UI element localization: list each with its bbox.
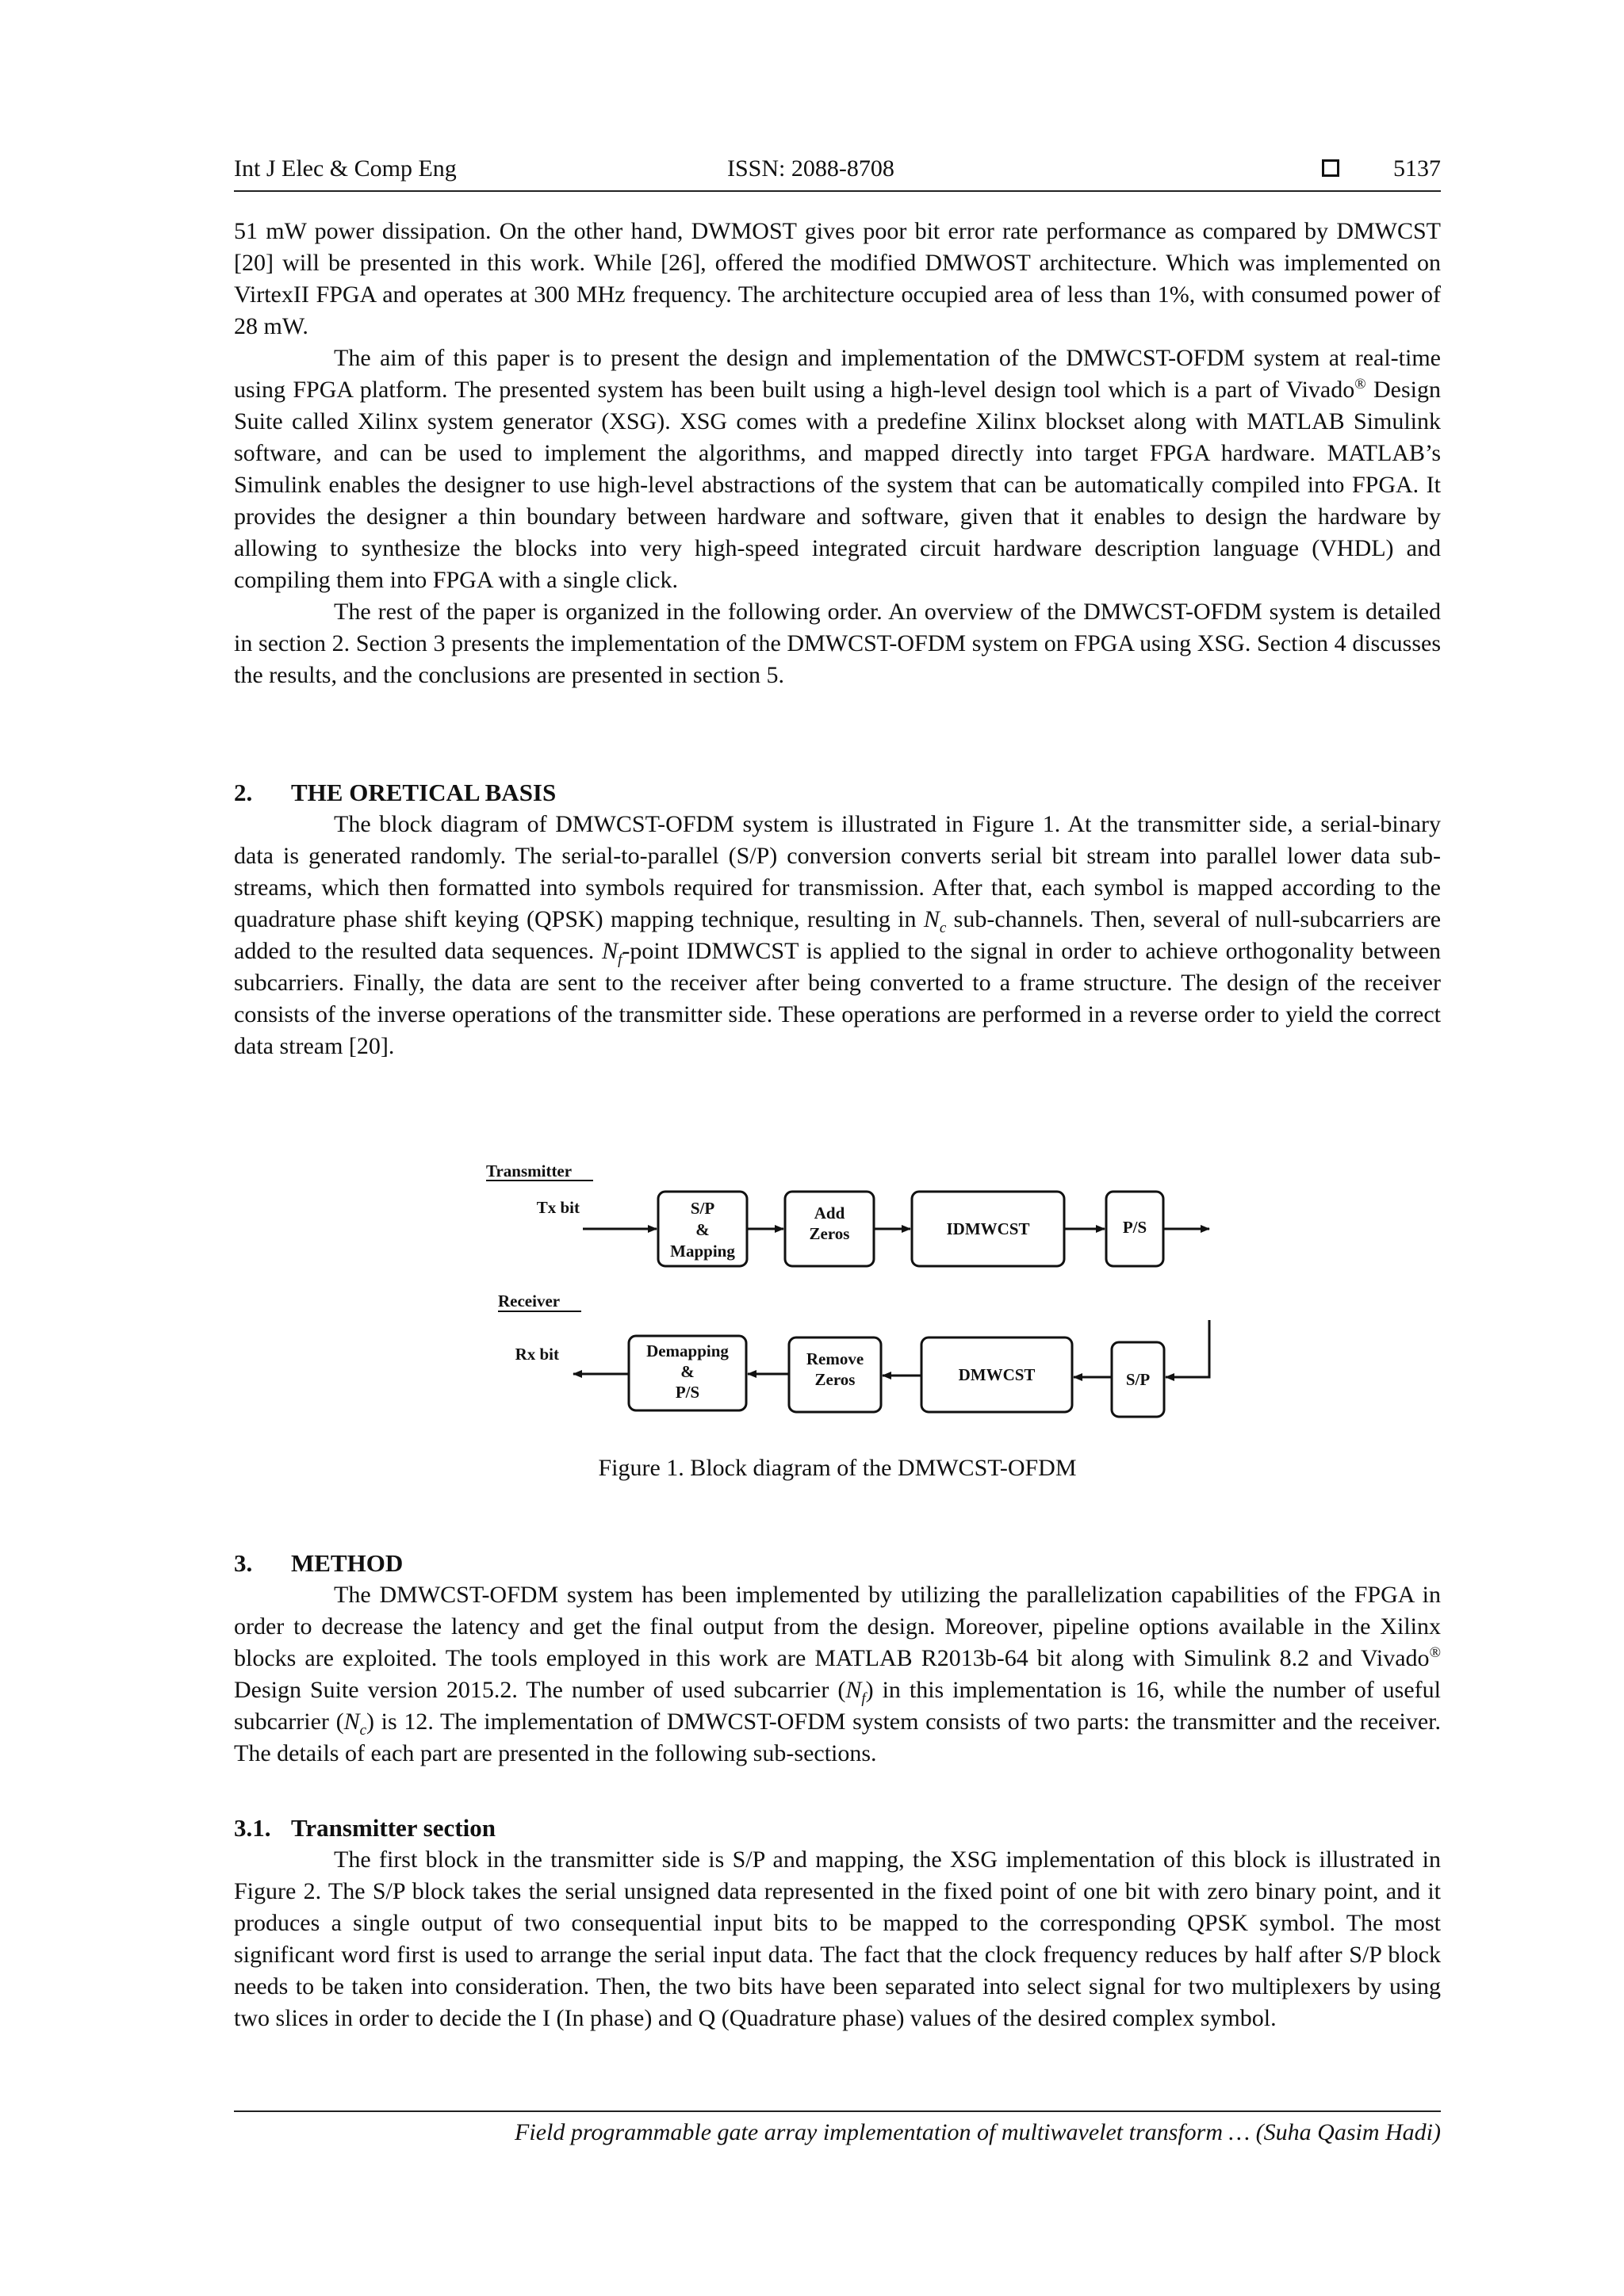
figure-1-caption: Figure 1. Block diagram of the DMWCST-OFDM xyxy=(598,1455,1077,1481)
rx-block-1-line-3: P/S xyxy=(675,1383,700,1402)
figure-1-block-diagram xyxy=(234,1154,1441,1447)
section-3-1-heading xyxy=(234,1812,496,1844)
nf-symbol: N xyxy=(845,1677,862,1703)
registered-mark: ® xyxy=(1429,1644,1441,1661)
section-3-heading xyxy=(234,1548,403,1579)
nc-subscript: c xyxy=(939,920,947,936)
s3-part-d: ) is 12. The implementation of DMWCST-OFDM system consists of two parts: the transmitter and the receiver. The details of each part are presented in the following sub-sections. xyxy=(234,1709,1441,1766)
transmitter-label: Transmitter xyxy=(486,1161,573,1181)
page-number: 5137 xyxy=(1393,155,1441,182)
nf-subscript: f xyxy=(861,1690,866,1707)
s3-part-a: The DMWCST-OFDM system has been implemented by utilizing the parallelization capabilities of the FPGA in order to decrease the latency and get the final output from the design. Moreover, pipeline options available in the Xilinx blocks are exploited. The tools employed in this work are MATLAB R2013b-64 bit along with Simulink 8.2 and Vivado xyxy=(234,1582,1441,1671)
section-3-1-text xyxy=(234,1844,1441,2034)
rx-block-1-line-2: & xyxy=(680,1362,695,1381)
subsection-number: 3.1. xyxy=(234,1814,271,1842)
rx-block-3-line-1: DMWCST xyxy=(958,1365,1036,1384)
nc-subscript: c xyxy=(359,1722,367,1739)
tx-block-1-line-2: & xyxy=(695,1220,710,1239)
section-title: METHOD xyxy=(291,1549,404,1577)
tx-block-1-line-3: Mapping xyxy=(670,1242,735,1261)
tx-bit-label: Tx bit xyxy=(536,1198,580,1217)
section-2-text xyxy=(234,809,1441,1062)
nc-symbol: N xyxy=(923,906,940,932)
section-2-paragraph xyxy=(234,809,1441,1062)
s3-part-c: ) in this implementation is 16, while the number of useful subcarrier ( xyxy=(234,1677,1441,1735)
intro-p2-part-b: Design Suite called Xilinx system generator (XSG). XSG comes with a predefine Xilinx blockset along with MATLAB Simulink software, and can be used to implement the algorithms, and mapped directly into target FPGA hardware. MATLAB’s Simulink enables the designer to use high-level abstractions of the system that can be automatically compiled into FPGA. It provides the designer a thin boundary between hardware and software, given that it enables to design the hardware by allowing to synthesize the blocks into very high-speed integrated circuit hardware description language (VHDL) and compiling them into FPGA with a single click. xyxy=(234,377,1441,593)
intro-text xyxy=(234,216,1441,691)
intro-paragraph-2 xyxy=(234,342,1441,596)
registered-mark: ® xyxy=(1354,376,1366,392)
rx-bit-label: Rx bit xyxy=(515,1345,559,1364)
journal-name: Int J Elec & Comp Eng xyxy=(234,155,457,182)
section-3-paragraph xyxy=(234,1579,1441,1770)
intro-paragraph-3: The rest of the paper is organized in the following order. An overview of the DMWCST-OFDM system is detailed in section 2. Section 3 presents the implementation of the DMWCST-OFDM system on FPGA using XSG. Section 4 discusses the results, and the conclusions are presented in section 5. xyxy=(234,599,1441,688)
section-3-1-paragraph: The first block in the transmitter side is S/P and mapping, the XSG implementation of this block is illustrated in Figure 2. The S/P block takes the serial unsigned data represented in the fixed point of one bit with zero binary point, and it produces a single output of two consequential input bits to be mapped to the corresponding QPSK symbol. The most significant word first is used to arrange the serial input data. The fact that the clock frequency reduces by half after S/P block needs to be taken into consideration. Then, the two bits have been separated into select signal for two multiplexers by using two slices in order to decide the I (In phase) and Q (Quadrature phase) values of the desired complex symbol. xyxy=(234,1846,1441,2031)
paper-page xyxy=(234,0,1441,2296)
tx-block-1-line-1: S/P xyxy=(690,1199,715,1218)
subsection-title: Transmitter section xyxy=(291,1814,496,1842)
s2-part-c: -point IDMWCST is applied to the signal in order to achieve orthogonality between subcarriers. Finally, the data are sent to the receiver after being converted to a frame structure. The design of the receiver consists of the inverse operations of the transmitter side. These operations are performed in a reverse order to yield the correct data stream [20]. xyxy=(234,938,1441,1059)
s2-part-a: The block diagram of DMWCST-OFDM system is illustrated in Figure 1. At the transmitter side, a serial-binary data is generated randomly. The serial-to-parallel (S/P) conversion converts serial bit stream into parallel lower data sub-streams, which then formatted into symbols required for transmission. After that, each symbol is mapped according to the quadrature phase shift keying (QPSK) mapping technique, resulting in xyxy=(234,811,1441,932)
footer-rule xyxy=(234,2110,1441,2112)
rx-block-1-line-1: Demapping xyxy=(646,1341,729,1360)
issn: ISSN: 2088-8708 xyxy=(727,155,894,182)
tx-block-4-line-1: P/S xyxy=(1122,1218,1147,1237)
running-header xyxy=(234,155,1441,192)
intro-p2-part-a: The aim of this paper is to present the design and implementation of the DMWCST-OFDM system at real-time using FPGA platform. The presented system has been built using a high-level design tool which is a part of Vivado xyxy=(234,345,1441,403)
section-3-text xyxy=(234,1579,1441,1770)
section-number: 3. xyxy=(234,1549,253,1577)
tx-block-3-line-1: IDMWCST xyxy=(946,1219,1030,1238)
rx-block-2-line-2: Zeros xyxy=(814,1370,856,1389)
block-diagram-svg xyxy=(234,1154,1441,1447)
nf-symbol: N xyxy=(602,938,619,964)
tx-block-2-line-1: Add xyxy=(814,1203,845,1223)
intro-paragraph-1: 51 mW power dissipation. On the other hand, DWMOST gives poor bit error rate performance as compared by DMWCST [20] will be presented in this work. While [26], offered the modified DMWOST architecture. Which was implemented on VirtexII FPGA and operates at 300 MHz frequency. The architecture occupied area of less than 1%, with consumed power of 28 mW. xyxy=(234,218,1441,339)
nf-subscript: f xyxy=(618,951,622,968)
section-title: THE ORETICAL BASIS xyxy=(291,779,557,806)
receiver-label: Receiver xyxy=(498,1292,561,1311)
square-bullet-icon xyxy=(1322,159,1339,177)
s2-part-b: sub-channels. Then, several of null-subcarriers are added to the resulted data sequences. xyxy=(234,906,1442,964)
tx-block-2-line-2: Zeros xyxy=(809,1224,850,1243)
nc-symbol: N xyxy=(343,1709,360,1735)
running-footer: Field programmable gate array implementation of multiwavelet transform … (Suha Qasim Hadi) xyxy=(515,2119,1441,2145)
s3-part-b: Design Suite version 2015.2. The number of used subcarrier ( xyxy=(234,1677,846,1703)
section-2-heading xyxy=(234,777,556,809)
rx-block-4-line-1: S/P xyxy=(1125,1370,1151,1389)
section-number: 2. xyxy=(234,779,253,806)
rx-block-2-line-1: Remove xyxy=(806,1349,864,1368)
